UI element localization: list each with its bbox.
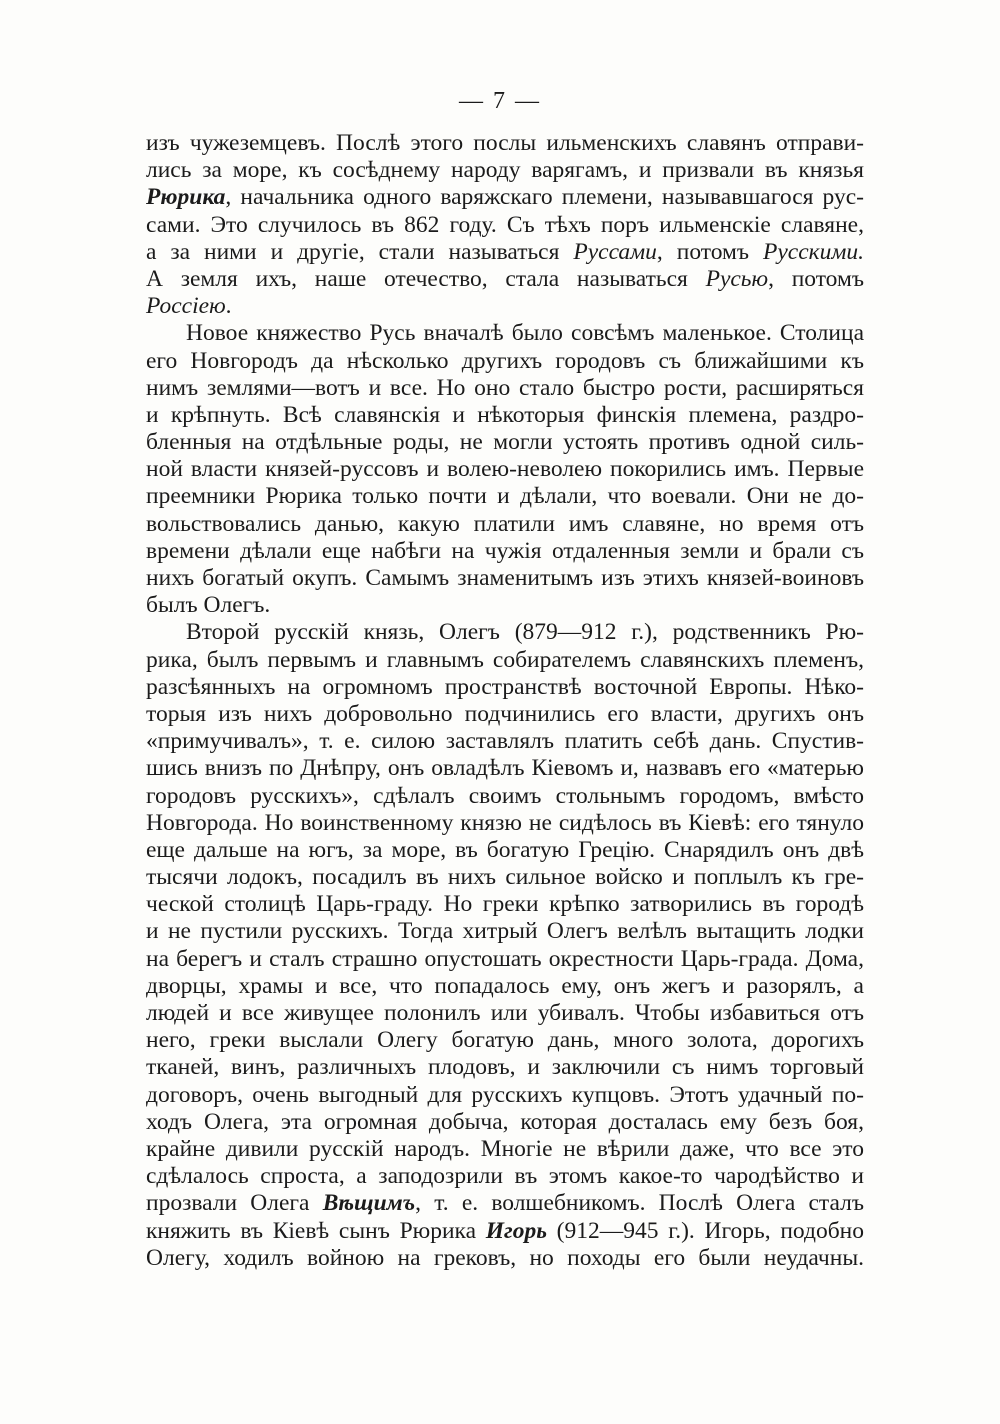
text-line: княжить въ Кіевѣ сынъ Рюрика Игорь (912—945 г.). Игорь, подобно	[146, 1217, 864, 1244]
emphasis-rus: Русью	[705, 265, 769, 292]
text-line: Рюрика, начальника одного варяжскаго племени, называвшагося рус-	[146, 184, 864, 211]
text-line: шись внизъ по Днѣпру, онъ овладѣлъ Кіевомъ и, назвавъ его «матерью	[146, 755, 864, 782]
text-line: сдѣлалось спроста, а заподозрили въ этомъ какое-то чародѣйство и	[146, 1163, 864, 1190]
text-line: «примучивалъ», т. е. силою заставлялъ платить себѣ дань. Спустив-	[146, 728, 864, 755]
text-line: еще дальше на югъ, за море, въ богатую Грецію. Снарядилъ онъ двѣ	[146, 836, 864, 863]
text-line: прозвали Олега Вѣщимъ, т. е. волшебникомъ. Послѣ Олега сталъ	[146, 1190, 864, 1217]
emphasis-russy: Руссами	[573, 238, 657, 265]
text-line: бленныя на отдѣльные роды, не могли устоять противъ одной силь-	[146, 429, 864, 456]
text-line: вольствовались данью, какую платили имъ славяне, но время отъ	[146, 510, 864, 537]
text-line: былъ Олегъ.	[146, 592, 271, 619]
text-line: разсѣянныхъ на огромномъ пространствѣ восточной Европы. Нѣко-	[146, 673, 864, 700]
text-line: тысячи лодокъ, посадилъ въ нихъ сильное войско и поплылъ къ гре-	[146, 864, 864, 891]
text-line: договоръ, очень выгодный для русскихъ купцовъ. Этотъ удачный по-	[146, 1081, 864, 1108]
body-text	[146, 130, 864, 1272]
page-number: — 7 —	[459, 88, 541, 114]
emphasis-rossiya: Россіею	[146, 293, 226, 320]
text-line: Второй русскій князь, Олегъ (879—912 г.), родственникъ Рю-	[186, 619, 864, 646]
text-line: и крѣпнуть. Всѣ славянскія и нѣкоторыя финскія племена, раздро-	[146, 401, 864, 428]
text-line: на берегъ и сталъ страшно опустошать окрестности Царь-града. Дома,	[146, 945, 864, 972]
text-line: А земля ихъ, наше отечество, стала называться Русью, потомъ	[146, 265, 864, 292]
text-line: Новгорода. Но воинственному князю не сидѣлось въ Кіевѣ: его тянуло	[146, 809, 864, 836]
text-line: нихъ богатый окупъ. Самымъ знаменитымъ изъ этихъ князей-воиновъ	[146, 565, 864, 591]
text-line: него, греки выслали Олегу богатую дань, много золота, дорогихъ	[146, 1027, 864, 1054]
emphasis-veshchiy: Вѣщимъ	[322, 1190, 416, 1217]
text-line: Новое княжество Русь вначалѣ было совсѣмъ маленькое. Столица	[186, 320, 864, 347]
text-line: его Новгородъ да нѣсколько другихъ городовъ съ ближайшими къ	[146, 347, 864, 374]
text-line: Олегу, ходилъ войною на грековъ, но походы его были неудачны.	[146, 1244, 864, 1271]
text-line: ческой столицѣ Царь-граду. Но греки крѣпко затворились въ городѣ	[146, 891, 864, 918]
text-line: и не пустили русскихъ. Тогда хитрый Олегъ велѣлъ вытащить лодки	[146, 918, 864, 945]
text-line: ходъ Олега, эта огромная добыча, которая досталась ему безъ боя,	[146, 1108, 864, 1135]
text-line: рика, былъ первымъ и главнымъ собирателемъ славянскихъ племенъ,	[146, 646, 864, 673]
emphasis-russkie: Русскими.	[762, 238, 864, 265]
text-line: дворцы, храмы и все, что попадалось ему, онъ жегъ и разорялъ, а	[146, 972, 864, 999]
text-line: торыя изъ нихъ добровольно подчинились его власти, другихъ онъ	[146, 700, 864, 727]
text-line: Россіею.	[146, 293, 232, 320]
emphasis-igor: Игорь	[485, 1217, 547, 1244]
emphasis-rurik: Рюрика	[146, 184, 226, 211]
text-line: тканей, винъ, различныхъ плодовъ, и заключили съ нимъ торговый	[146, 1054, 864, 1081]
text-line: изъ чужеземцевъ. Послѣ этого послы ильменскихъ славянъ отправи-	[146, 130, 864, 156]
text-line: людей и все живущее полонилъ или убивалъ. Чтобы избавиться отъ	[146, 1000, 864, 1026]
text-line: лись за море, къ сосѣднему народу варягамъ, и призвали въ князья	[146, 157, 864, 184]
text-line: преемники Рюрика только почти и дѣлали, что воевали. Они не до-	[146, 483, 864, 510]
text-line: нимъ землями—вотъ и все. Но оно стало быстро рости, расширяться	[146, 374, 864, 401]
text-line: крайне дивили русскій народъ. Многіе не вѣрили даже, что все это	[146, 1135, 864, 1162]
text-line: ной власти князей-руссовъ и волею-неволею покорились имъ. Первые	[146, 456, 864, 483]
text-line: времени дѣлали еще набѣги на чужія отдаленныя земли и брали съ	[146, 537, 864, 564]
text-line: городовъ русскихъ», сдѣлалъ своимъ стольнымъ городомъ, вмѣсто	[146, 782, 864, 809]
text-line: сами. Это случилось въ 862 году. Съ тѣхъ поръ ильменскіе славяне,	[146, 211, 864, 238]
text-line: а за ними и другіе, стали называться Руссами, потомъ Русскими.	[146, 238, 864, 265]
